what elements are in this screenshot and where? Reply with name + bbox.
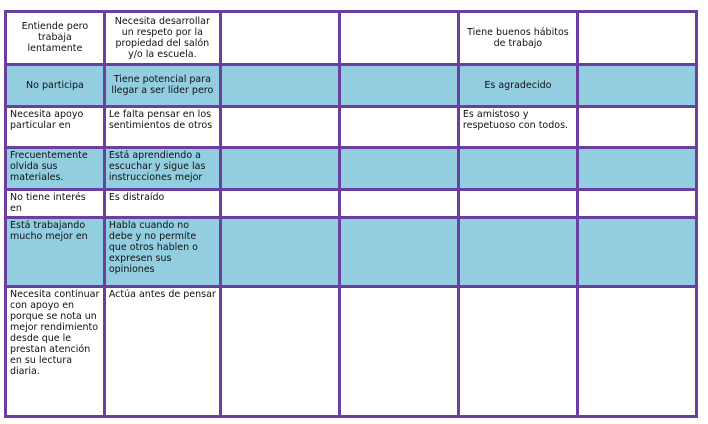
table-cell xyxy=(579,288,695,415)
table-cell: Actúa antes de pensar xyxy=(106,288,219,415)
table-cell xyxy=(222,13,338,63)
table-cell xyxy=(222,191,338,216)
table-cell xyxy=(341,219,457,284)
table-cell xyxy=(579,66,695,105)
table-cell xyxy=(579,108,695,147)
table-row xyxy=(7,66,695,105)
table-cell xyxy=(341,288,457,415)
table-cell: No participa xyxy=(7,66,103,105)
table-cell xyxy=(460,288,576,415)
table-cell xyxy=(341,149,457,188)
table-cell xyxy=(341,66,457,105)
table-cell xyxy=(460,219,576,284)
table-cell xyxy=(579,149,695,188)
table-cell xyxy=(222,149,338,188)
table-cell xyxy=(222,66,338,105)
table-cell xyxy=(222,288,338,415)
table-row xyxy=(7,13,695,63)
table-cell xyxy=(341,108,457,147)
table-cell: Tiene buenos hábitos de trabajo xyxy=(460,13,576,63)
table-cell: Está trabajando mucho mejor en xyxy=(7,219,103,284)
table-cell: Necesita desarrollar un respeto por la propiedad del salón y/o la escuela. xyxy=(106,13,219,63)
table-row xyxy=(7,149,695,188)
table-cell: Está aprendiendo a escuchar y sigue las instrucciones mejor xyxy=(106,149,219,188)
comments-table-frame xyxy=(4,10,698,418)
table-cell xyxy=(341,13,457,63)
table-cell: Es distraído xyxy=(106,191,219,216)
table-cell: Tiene potencial para llegar a ser líder pero xyxy=(106,66,219,105)
table-cell: Le falta pensar en los sentimientos de otros xyxy=(106,108,219,147)
table-cell xyxy=(460,191,576,216)
table-row xyxy=(7,288,695,415)
table-cell xyxy=(579,13,695,63)
table-cell: Necesita continuar con apoyo en porque se nota un mejor rendimiento desde que le prestan atención en su lectura diaria. xyxy=(7,288,103,415)
table-cell xyxy=(460,149,576,188)
table-row xyxy=(7,219,695,284)
table-cell xyxy=(341,191,457,216)
table-cell xyxy=(222,219,338,284)
table-row xyxy=(7,108,695,147)
table-cell: Habla cuando no debe y no permite que otros hablen o expresen sus opiniones xyxy=(106,219,219,284)
table-row xyxy=(7,191,695,216)
table-cell: No tiene interés en xyxy=(7,191,103,216)
table-cell: Frecuentemente olvida sus materiales. xyxy=(7,149,103,188)
table-cell: Es amistoso y respetuoso con todos. xyxy=(460,108,576,147)
table-cell: Entiende pero trabaja lentamente xyxy=(7,13,103,63)
table-cell: Necesita apoyo particular en xyxy=(7,108,103,147)
table-cell xyxy=(579,219,695,284)
table-cell xyxy=(579,191,695,216)
table-cell: Es agradecido xyxy=(460,66,576,105)
comments-table xyxy=(4,10,698,418)
table-cell xyxy=(222,108,338,147)
